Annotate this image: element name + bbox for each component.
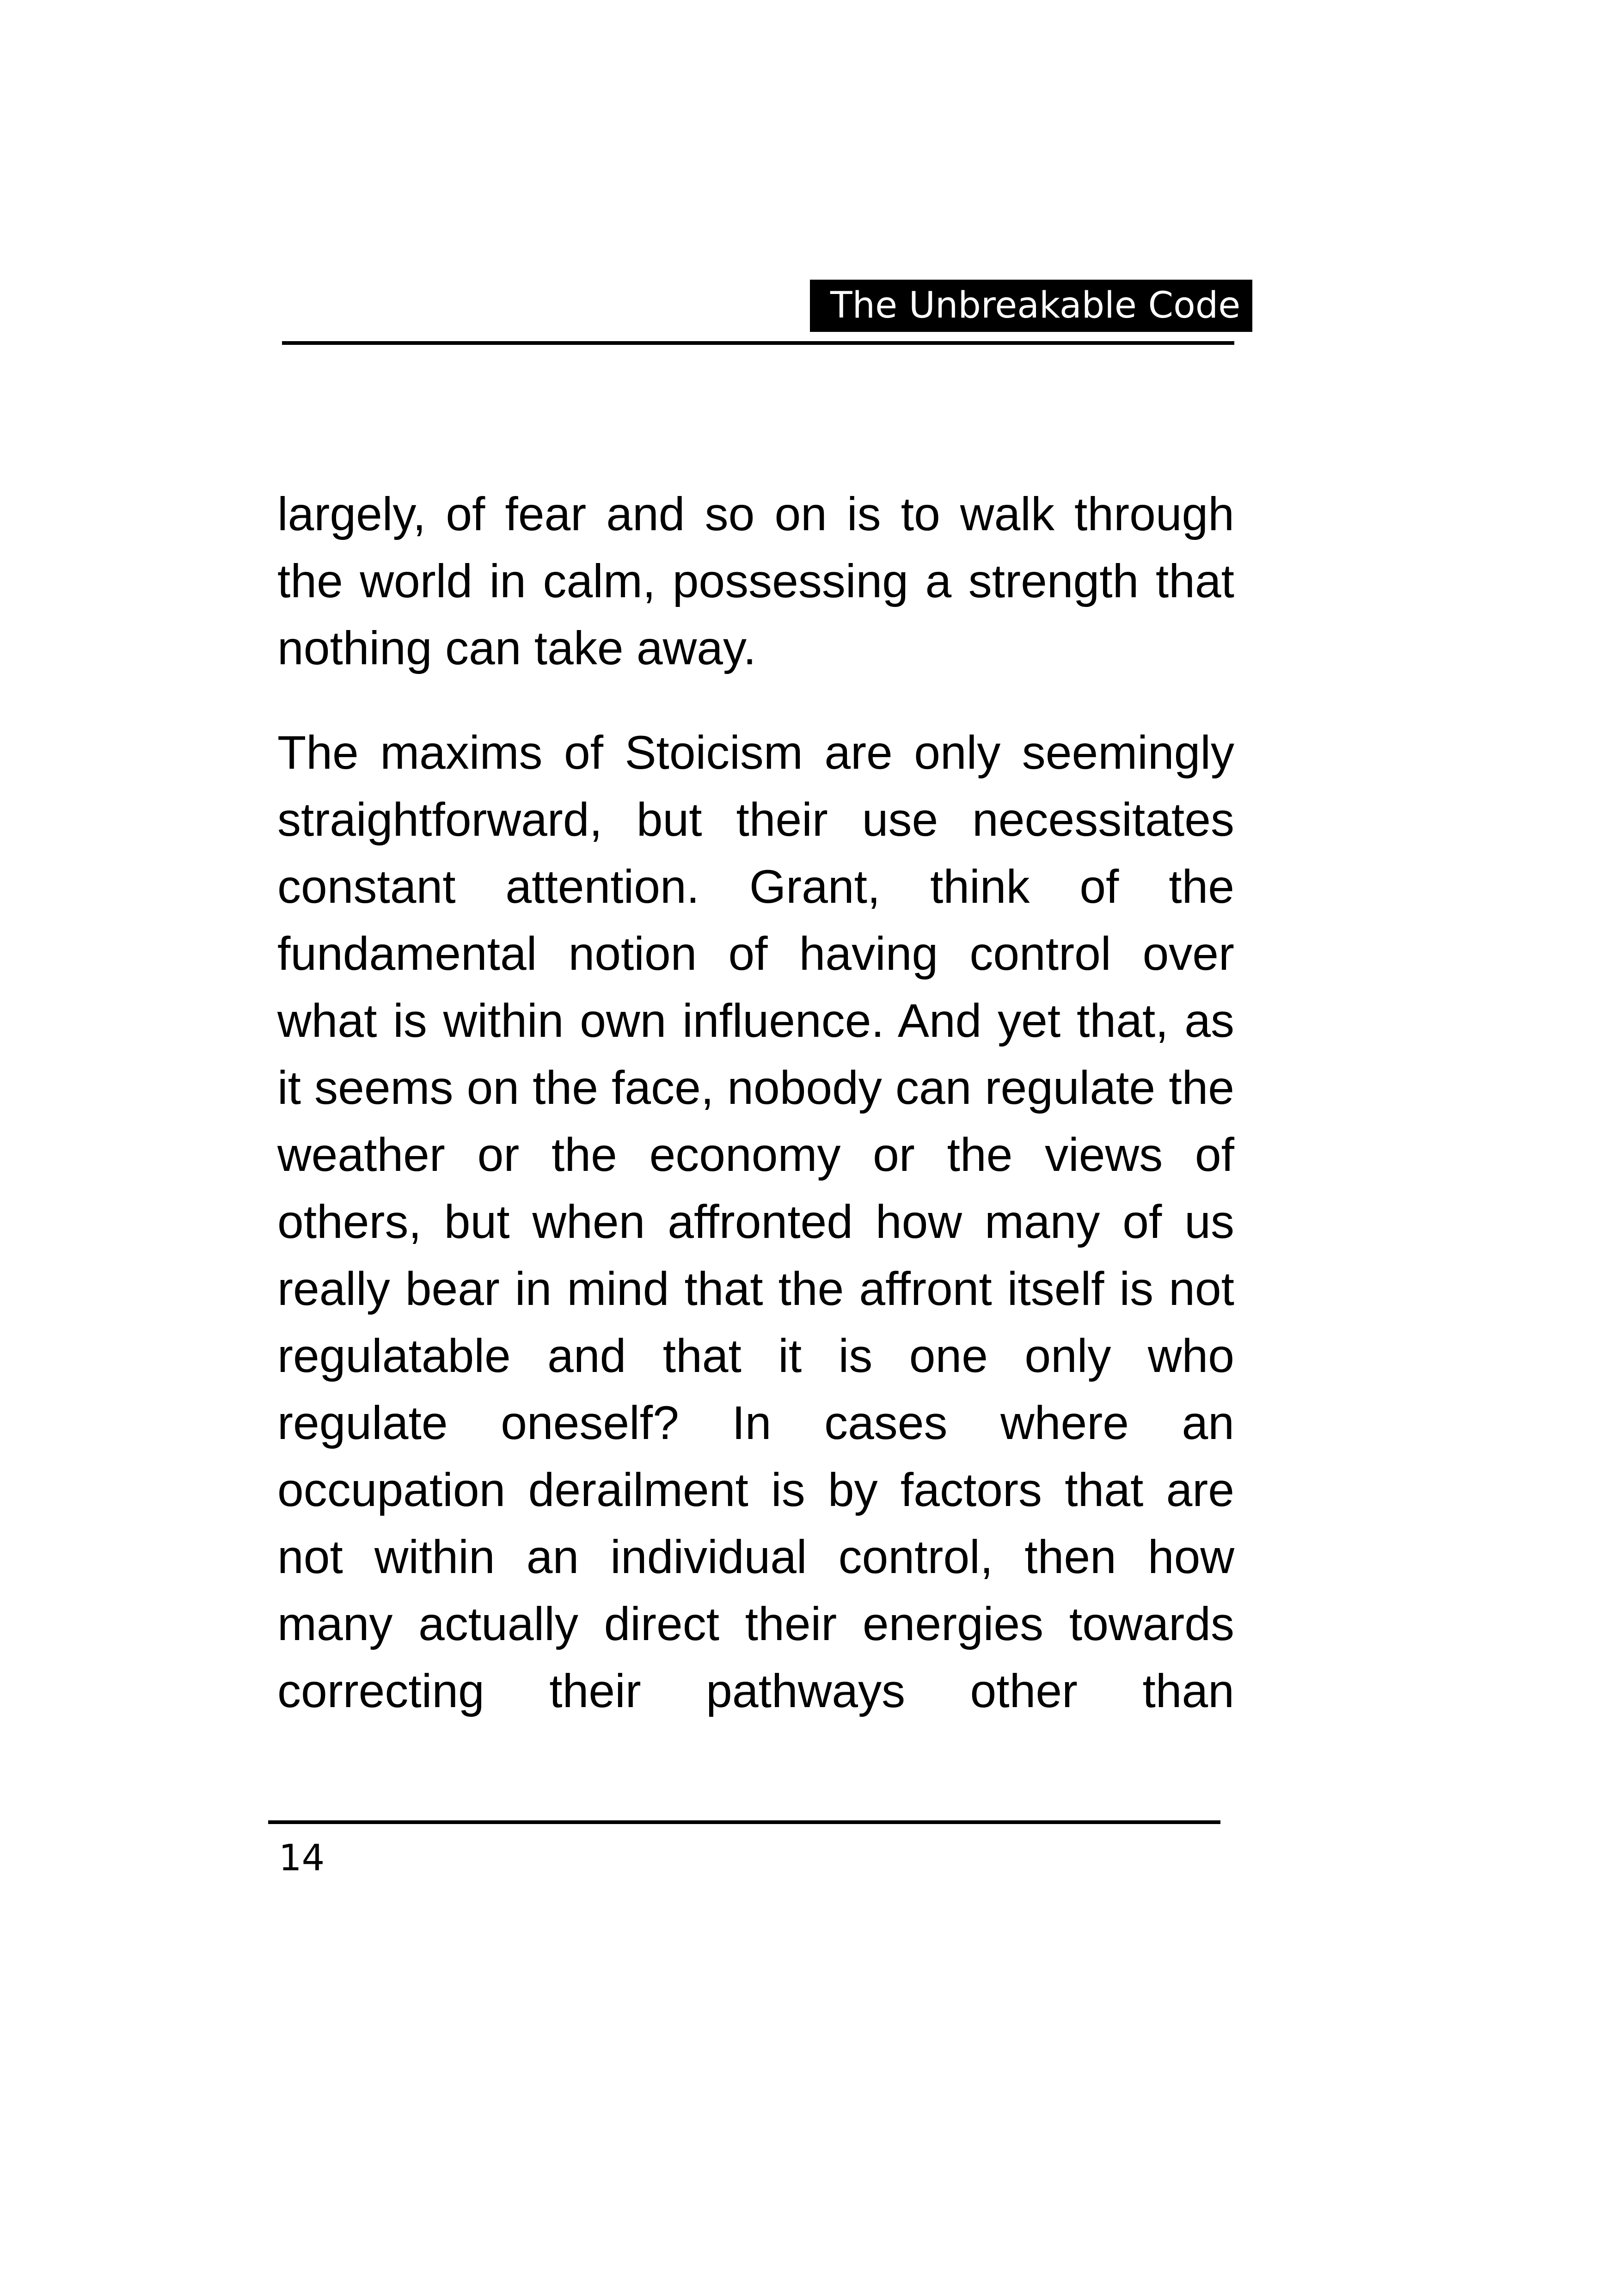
page-number: 14 <box>279 1837 325 1879</box>
paragraph: The maxims of Stoicism are only seemingly straightforward, but their use necessitates constant attention. Grant, think of the fundamental notion of having control over what is within own influence. And yet that, as it seems on the face, nobody can regulate the weather or the economy or the views of others, but when affronted how many of us really bear in mind that the affront itself is not regulatable and that it is one only who regulate oneself? In cases where an occupation derailment is by factors that are not within an individual control, then how many actually direct their energies towards correcting their pathways other than <box>277 726 1234 1717</box>
paragraph: largely, of fear and so on is to walk through the world in calm, possessing a strength that nothing can take away. <box>277 488 1234 674</box>
body-text <box>277 481 1234 1725</box>
header-divider <box>282 341 1234 345</box>
footer-divider <box>268 1820 1220 1824</box>
running-header-title: The Unbreakable Code <box>810 280 1252 332</box>
